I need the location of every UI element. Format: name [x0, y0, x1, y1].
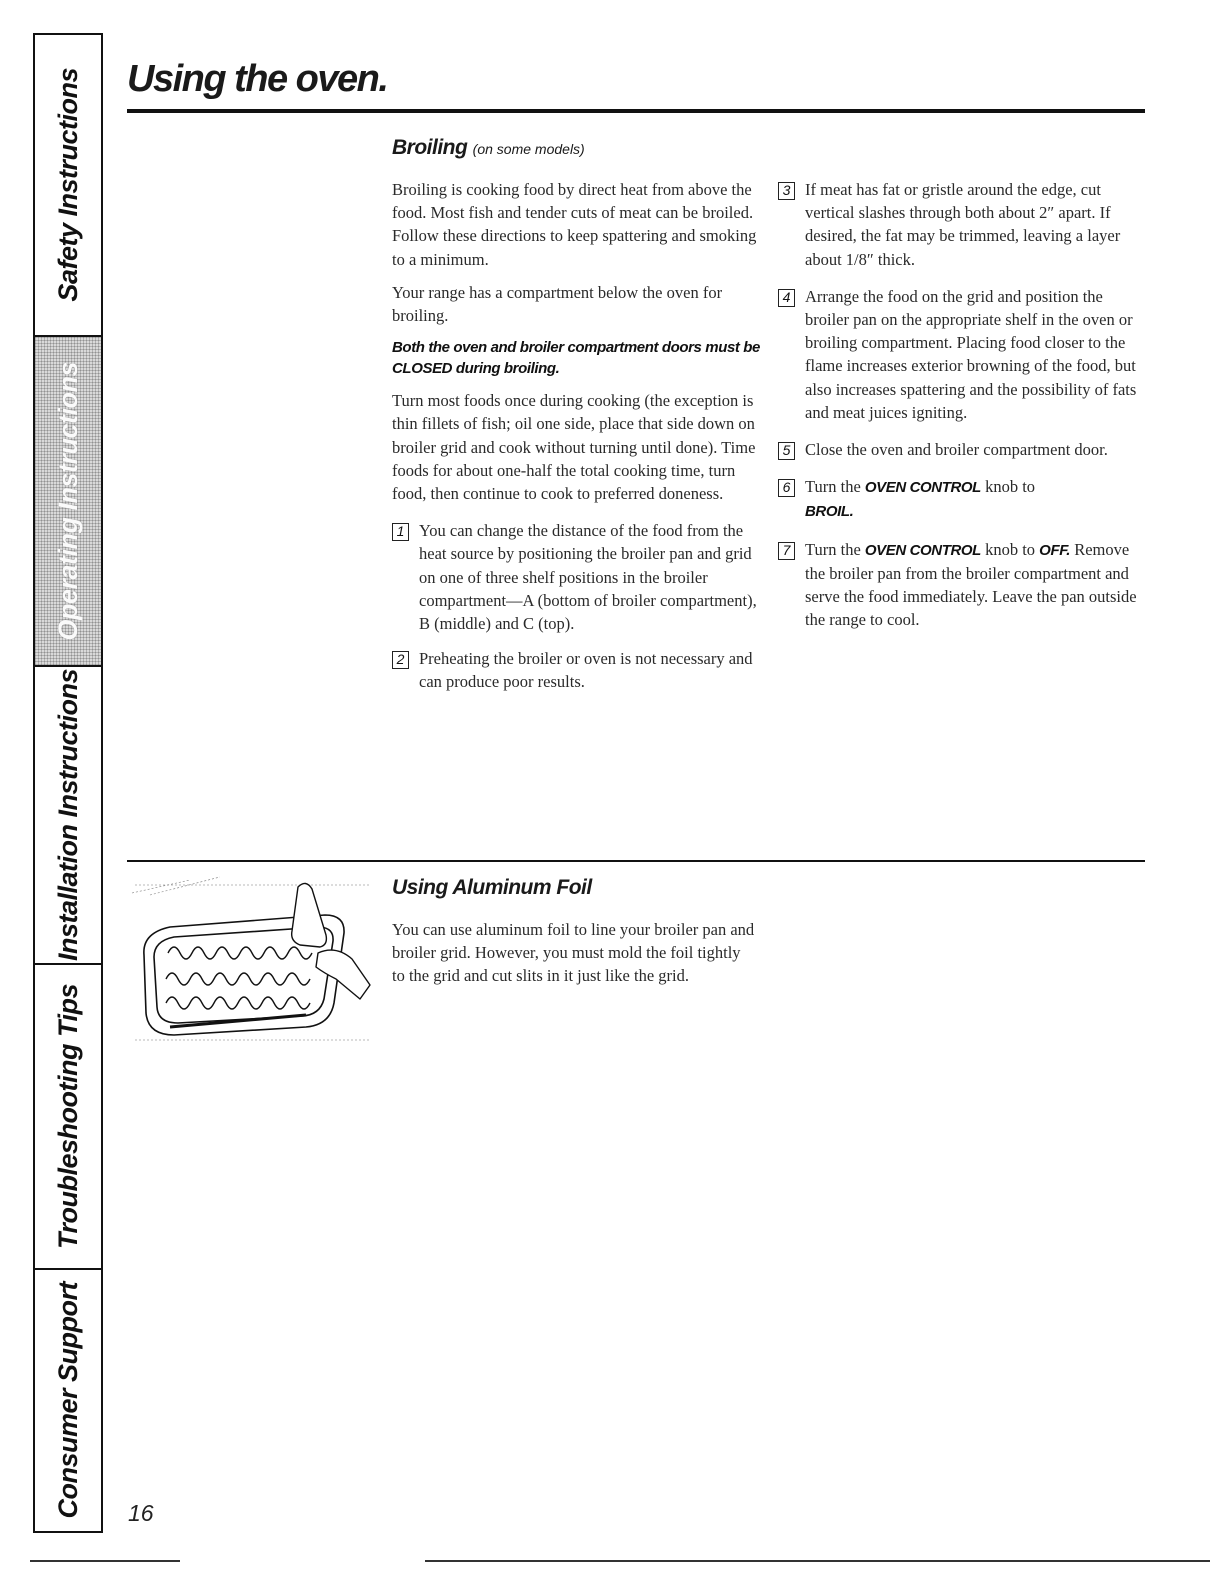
section-tab-sidebar	[33, 33, 103, 1533]
tab-label: Operating Instructions	[52, 361, 83, 641]
page-title: Using the oven.	[127, 58, 388, 100]
tab-label: Troubleshooting Tips	[52, 984, 83, 1249]
tab-safety-instructions[interactable]	[35, 35, 101, 337]
broiling-heading-note: (on some models)	[472, 141, 585, 157]
step-text: Close the oven and broiler compartment door.	[805, 440, 1108, 460]
broiling-turn-foods: Turn most foods once during cooking (the exception is thin fillets of fish; oil one side, place that side down on broiler grid and cook without turning until done). Time foods for about one-half the total cooking time, turn food, then continue to cook to preferred doneness.	[392, 391, 756, 504]
oven-control-keyword: OVEN CONTROL	[864, 541, 981, 559]
broiling-heading	[392, 136, 585, 160]
broiling-step-5	[778, 438, 1143, 461]
title-rule	[127, 109, 1145, 113]
broiling-step-3	[778, 178, 1143, 271]
step-text-mid: knob to	[980, 477, 1036, 497]
broiling-heading-text: Broiling	[392, 136, 468, 159]
oven-control-keyword: OVEN CONTROL	[864, 479, 981, 497]
tab-label: Installation Instructions	[52, 668, 83, 962]
aluminum-foil-text: You can use aluminum foil to line your broiler pan and broiler grid. However, you must mold the foil tightly to the grid and cut slits in it just like the grid.	[392, 920, 755, 986]
step-number: 7	[778, 542, 795, 560]
tab-troubleshooting-tips[interactable]	[35, 965, 101, 1270]
step-text-pre: Turn the	[805, 477, 865, 497]
step-text-pre: Turn the	[805, 539, 865, 559]
broil-keyword: BROIL.	[805, 503, 854, 521]
section-divider	[127, 860, 1145, 862]
broiling-intro: Broiling is cooking food by direct heat from above the food. Most fish and tender cuts of meat can be broiled. Follow these directions to keep spattering and smoking to a minimum.	[392, 180, 757, 269]
broiling-step-4	[778, 285, 1143, 424]
step-number: 6	[778, 479, 795, 497]
bottom-rule-left	[30, 1560, 180, 1562]
broiling-compartment: Your range has a compartment below the oven for broiling.	[392, 282, 723, 326]
broiling-column-left	[392, 178, 762, 706]
step-number: 1	[392, 523, 409, 541]
step-number: 2	[392, 651, 409, 669]
tab-operating-instructions[interactable]	[35, 337, 101, 667]
page-number: 16	[128, 1500, 154, 1526]
step-text-post: Remove the broiler pan from the broiler compartment and serve the food immediately. Leave the pan outside the range to cool.	[805, 539, 1137, 630]
tab-consumer-support[interactable]	[35, 1270, 101, 1531]
broiling-step-6	[778, 475, 1143, 523]
step-text: If meat has fat or gristle around the edge, cut vertical slashes through both about 2″ apart. If desired, the fat may be trimmed, leaving a layer about 1/8″ thick.	[805, 180, 1121, 269]
step-text	[805, 475, 1143, 523]
step-text	[805, 538, 1143, 632]
broiling-step-2	[392, 647, 762, 693]
broiling-step-1	[392, 519, 762, 635]
step-text: Arrange the food on the grid and position the broiler pan on the appropriate shelf in the oven or broiling compartment. Placing food closer to the flame increases exterior browning of the food, but also increases spattering and the possibility of fats and meat juices igniting.	[805, 286, 1137, 422]
step-number: 5	[778, 442, 795, 460]
tab-label: Consumer Support	[52, 1282, 83, 1519]
broiling-warning: Both the oven and broiler compartment doors must be CLOSED during broiling.	[392, 339, 760, 378]
bottom-rule-right	[425, 1560, 1210, 1562]
tab-installation-instructions[interactable]	[35, 667, 101, 965]
step-text: You can change the distance of the food from the heat source by positioning the broiler pan and grid on one of three shelf positions in the broiler compartment—A (bottom of broiler compartment), B (middle) and C (top).	[419, 521, 757, 634]
aluminum-foil-heading: Using Aluminum Foil	[392, 876, 592, 899]
broiling-column-right	[778, 178, 1143, 643]
step-text-mid: knob to	[980, 539, 1040, 559]
aluminum-foil-column	[392, 918, 757, 998]
step-number: 3	[778, 182, 795, 200]
tab-label: Safety Instructions	[52, 68, 83, 302]
step-number: 4	[778, 289, 795, 307]
off-keyword: OFF.	[1039, 541, 1071, 559]
broiler-pan-foil-illustration	[130, 875, 375, 1050]
broiling-step-7	[778, 538, 1143, 632]
step-text: Preheating the broiler or oven is not necessary and can produce poor results.	[419, 649, 753, 692]
